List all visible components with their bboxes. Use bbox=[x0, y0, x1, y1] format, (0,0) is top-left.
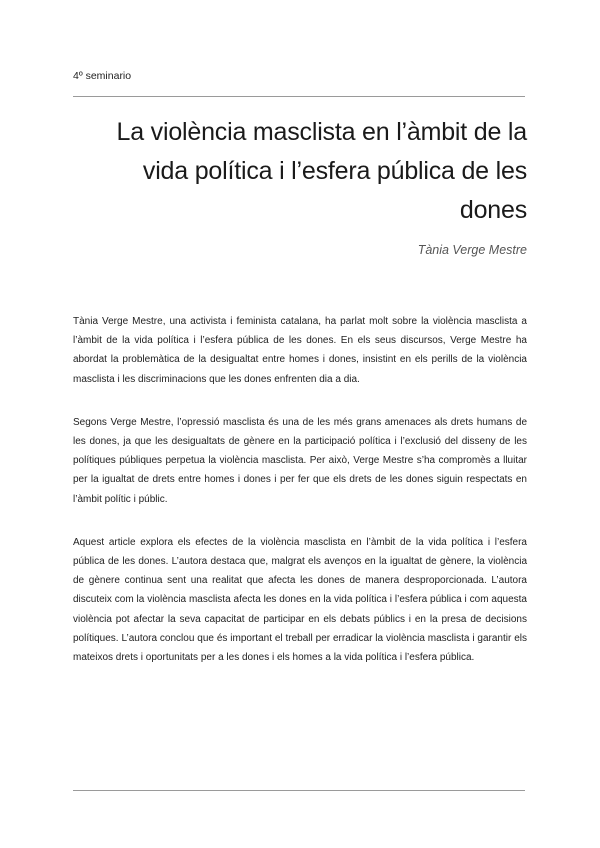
footer-divider bbox=[73, 790, 525, 791]
paragraph: Segons Verge Mestre, l’opressió masclista és una de les més grans amenaces als drets humans de les dones, ja que les desigualtats de gènere en la participació política i l’exclusió del disseny de les polítiques públiques perpetua la violència masclista. Per això, Verge Mestre s’ha compromès a lluitar per la igualtat de drets entre homes i dones i per fer que els drets de les dones siguin respectats en l’àmbit polític i públic. bbox=[73, 416, 527, 505]
paragraph: Aquest article explora els efectes de la violència masclista en l’àmbit de la vida política i l’esfera pública de les dones. L’autora destaca que, malgrat els avenços en la igualtat de gènere, la violència de gènere continua sent una realitat que afecta les dones de manera desproporcionada. L’autora discuteix com la violència masclista afecta les dones en la vida política i l’esfera pública i com aquesta violència pot afectar la seva capacitat de participar en els debats públics i en la presa de decisions polítiques. L’autora conclou que és important el treball per erradicar la violència masclista i garantir els mateixos drets i oportunitats per a les dones i els homes a la vida política i l’esfera pública. bbox=[73, 536, 527, 664]
paragraph: Tània Verge Mestre, una activista i feminista catalana, ha parlat molt sobre la violència masclista a l’àmbit de la vida política i l’esfera pública de les dones. En els seus discursos, Verge Mestre ha abordat la problemàtica de la desigualtat entre homes i dones, insistint en els perills de la violència masclista i les discriminacions que les dones enfrenten dia a dia. bbox=[73, 316, 527, 385]
header-divider bbox=[73, 96, 525, 97]
article-author: Tània Verge Mestre bbox=[417, 243, 527, 257]
article-title: La violència masclista en l’àmbit de la vida política i l’esfera pública de les dones bbox=[116, 118, 527, 224]
seminar-label: 4º seminario bbox=[73, 70, 132, 82]
article-body bbox=[73, 312, 527, 691]
